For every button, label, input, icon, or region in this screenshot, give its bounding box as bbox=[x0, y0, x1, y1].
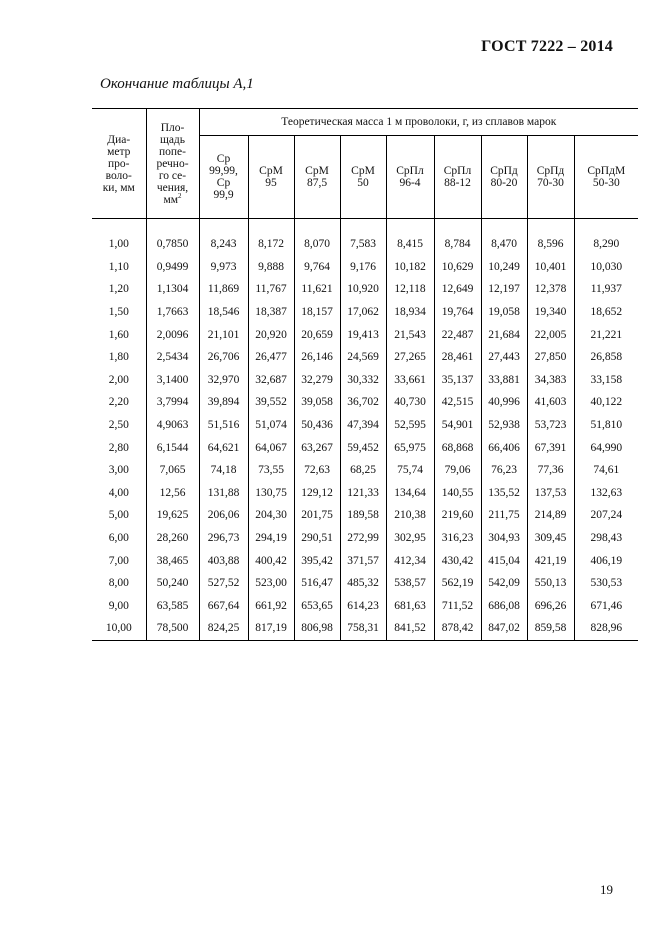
mass-cell: 65,975 bbox=[386, 436, 434, 459]
table-row bbox=[92, 323, 638, 346]
mass-cell: 137,53 bbox=[527, 482, 574, 505]
mass-cell: 12,197 bbox=[481, 278, 527, 301]
mass-cell: 21,101 bbox=[199, 323, 248, 346]
diameter-cell: 1,80 bbox=[92, 346, 146, 369]
mass-cell: 8,172 bbox=[248, 219, 294, 256]
header-area-line: щадь bbox=[159, 133, 186, 146]
mass-cell: 32,687 bbox=[248, 369, 294, 392]
cross-section-cell: 28,260 bbox=[146, 527, 199, 550]
mass-cell: 10,401 bbox=[527, 256, 574, 279]
diameter-cell: 10,00 bbox=[92, 617, 146, 640]
diameter-cell: 1,10 bbox=[92, 256, 146, 279]
mass-cell: 9,888 bbox=[248, 256, 294, 279]
mass-cell: 412,34 bbox=[386, 549, 434, 572]
header-alloy-line: 99,9 bbox=[213, 189, 234, 201]
table-row bbox=[92, 219, 638, 256]
mass-cell: 207,24 bbox=[574, 504, 638, 527]
mass-cell: 415,04 bbox=[481, 549, 527, 572]
mass-cell: 131,88 bbox=[199, 482, 248, 505]
header-diameter-line: ки, мм bbox=[102, 181, 135, 194]
cross-section-cell: 12,56 bbox=[146, 482, 199, 505]
mass-cell: 40,996 bbox=[481, 391, 527, 414]
table-row bbox=[92, 414, 638, 437]
header-alloy-line: 70-30 bbox=[537, 177, 564, 189]
diameter-cell: 9,00 bbox=[92, 595, 146, 618]
mass-cell: 204,30 bbox=[248, 504, 294, 527]
header-alloy-line: 96-4 bbox=[399, 177, 421, 189]
header-diameter-line: метр bbox=[107, 145, 131, 158]
mass-cell: 35,137 bbox=[434, 369, 481, 392]
mass-cell: 9,764 bbox=[294, 256, 340, 279]
cross-section-cell: 50,240 bbox=[146, 572, 199, 595]
mass-cell: 19,764 bbox=[434, 301, 481, 324]
mass-cell: 66,406 bbox=[481, 436, 527, 459]
cross-section-cell: 38,465 bbox=[146, 549, 199, 572]
header-alloy-grade bbox=[527, 136, 574, 219]
mass-cell: 18,387 bbox=[248, 301, 294, 324]
mass-cell: 859,58 bbox=[527, 617, 574, 640]
mass-cell: 50,436 bbox=[294, 414, 340, 437]
mass-cell: 211,75 bbox=[481, 504, 527, 527]
mass-cell: 400,42 bbox=[248, 549, 294, 572]
header-theoretical-mass: Теоретическая масса 1 м проволоки, г, из сплавов марок bbox=[199, 109, 638, 136]
mass-cell: 538,57 bbox=[386, 572, 434, 595]
mass-cell: 73,55 bbox=[248, 459, 294, 482]
header-diameter-line: воло- bbox=[105, 169, 132, 182]
header-alloy-line: СрМ bbox=[259, 165, 283, 177]
table-row bbox=[92, 549, 638, 572]
table-row bbox=[92, 278, 638, 301]
header-area-line: речно- bbox=[156, 157, 189, 170]
mass-cell: 201,75 bbox=[294, 504, 340, 527]
header-area-line: го се- bbox=[158, 169, 187, 182]
table-row bbox=[92, 617, 638, 640]
mass-cell: 21,543 bbox=[386, 323, 434, 346]
mass-cell: 54,901 bbox=[434, 414, 481, 437]
cross-section-cell: 78,500 bbox=[146, 617, 199, 640]
mass-cell: 18,546 bbox=[199, 301, 248, 324]
mass-cell: 10,249 bbox=[481, 256, 527, 279]
mass-cell: 67,391 bbox=[527, 436, 574, 459]
cross-section-cell: 2,5434 bbox=[146, 346, 199, 369]
mass-cell: 189,58 bbox=[340, 504, 386, 527]
mass-cell: 17,062 bbox=[340, 301, 386, 324]
mass-cell: 26,706 bbox=[199, 346, 248, 369]
mass-cell: 52,595 bbox=[386, 414, 434, 437]
mass-cell: 10,920 bbox=[340, 278, 386, 301]
cross-section-cell: 1,7663 bbox=[146, 301, 199, 324]
mass-cell: 28,461 bbox=[434, 346, 481, 369]
diameter-cell: 1,50 bbox=[92, 301, 146, 324]
mass-cell: 8,243 bbox=[199, 219, 248, 256]
table-row bbox=[92, 482, 638, 505]
mass-cell: 21,684 bbox=[481, 323, 527, 346]
diameter-cell: 8,00 bbox=[92, 572, 146, 595]
mass-cell: 686,08 bbox=[481, 595, 527, 618]
mass-cell: 302,95 bbox=[386, 527, 434, 550]
mass-cell: 22,005 bbox=[527, 323, 574, 346]
page-number: 19 bbox=[600, 882, 613, 897]
mass-cell: 26,146 bbox=[294, 346, 340, 369]
mass-cell: 33,881 bbox=[481, 369, 527, 392]
mass-cell: 59,452 bbox=[340, 436, 386, 459]
header-alloy-line: СрПл bbox=[396, 165, 424, 177]
mass-cell: 667,64 bbox=[199, 595, 248, 618]
mass-cell: 828,96 bbox=[574, 617, 638, 640]
cross-section-cell: 0,7850 bbox=[146, 219, 199, 256]
mass-cell: 296,73 bbox=[199, 527, 248, 550]
mass-cell: 74,61 bbox=[574, 459, 638, 482]
mass-cell: 696,26 bbox=[527, 595, 574, 618]
mass-cell: 758,31 bbox=[340, 617, 386, 640]
mass-cell: 40,730 bbox=[386, 391, 434, 414]
mass-cell: 406,19 bbox=[574, 549, 638, 572]
header-alloy-line: 88-12 bbox=[444, 177, 471, 189]
header-alloy-line: СрМ bbox=[351, 165, 375, 177]
mass-cell: 64,990 bbox=[574, 436, 638, 459]
mass-cell: 10,629 bbox=[434, 256, 481, 279]
table-row bbox=[92, 504, 638, 527]
mass-cell: 22,487 bbox=[434, 323, 481, 346]
mass-cell: 516,47 bbox=[294, 572, 340, 595]
diameter-cell: 7,00 bbox=[92, 549, 146, 572]
mass-cell: 661,92 bbox=[248, 595, 294, 618]
mass-cell: 27,443 bbox=[481, 346, 527, 369]
header-alloy-line: Ср bbox=[216, 153, 231, 165]
mass-cell: 76,23 bbox=[481, 459, 527, 482]
mass-cell: 19,058 bbox=[481, 301, 527, 324]
mass-cell: 42,515 bbox=[434, 391, 481, 414]
cross-section-cell: 19,625 bbox=[146, 504, 199, 527]
mass-cell: 817,19 bbox=[248, 617, 294, 640]
header-area-unit-sup: 2 bbox=[178, 191, 182, 200]
diameter-cell: 2,00 bbox=[92, 369, 146, 392]
mass-cell: 121,33 bbox=[340, 482, 386, 505]
header-alloy-grade bbox=[574, 136, 638, 219]
mass-cell: 847,02 bbox=[481, 617, 527, 640]
table-caption: Окончание таблицы А,1 bbox=[100, 76, 254, 92]
header-alloy-line: Ср bbox=[216, 177, 231, 189]
mass-cell: 841,52 bbox=[386, 617, 434, 640]
mass-cell: 68,25 bbox=[340, 459, 386, 482]
header-alloy-grade bbox=[199, 136, 248, 219]
header-alloy-grade bbox=[294, 136, 340, 219]
diameter-cell: 1,60 bbox=[92, 323, 146, 346]
mass-cell: 64,067 bbox=[248, 436, 294, 459]
mass-cell: 10,030 bbox=[574, 256, 638, 279]
header-alloy-line: СрПдМ bbox=[587, 165, 626, 177]
mass-cell: 140,55 bbox=[434, 482, 481, 505]
mass-cell: 523,00 bbox=[248, 572, 294, 595]
mass-cell: 403,88 bbox=[199, 549, 248, 572]
mass-cell: 32,279 bbox=[294, 369, 340, 392]
table-row bbox=[92, 369, 638, 392]
diameter-cell: 5,00 bbox=[92, 504, 146, 527]
table-row bbox=[92, 459, 638, 482]
cross-section-cell: 3,7994 bbox=[146, 391, 199, 414]
mass-cell: 290,51 bbox=[294, 527, 340, 550]
header-alloy-line: СрМ bbox=[305, 165, 329, 177]
mass-cell: 19,413 bbox=[340, 323, 386, 346]
mass-cell: 8,415 bbox=[386, 219, 434, 256]
mass-cell: 77,36 bbox=[527, 459, 574, 482]
mass-cell: 8,596 bbox=[527, 219, 574, 256]
mass-cell: 51,810 bbox=[574, 414, 638, 437]
header-area-line: чения, bbox=[156, 181, 189, 194]
diameter-cell: 2,20 bbox=[92, 391, 146, 414]
cross-section-cell: 63,585 bbox=[146, 595, 199, 618]
mass-cell: 27,265 bbox=[386, 346, 434, 369]
mass-cell: 51,516 bbox=[199, 414, 248, 437]
diameter-cell: 1,00 bbox=[92, 219, 146, 256]
mass-cell: 18,157 bbox=[294, 301, 340, 324]
mass-cell: 32,970 bbox=[199, 369, 248, 392]
header-diameter-line: про- bbox=[108, 157, 130, 170]
mass-cell: 79,06 bbox=[434, 459, 481, 482]
mass-cell: 210,38 bbox=[386, 504, 434, 527]
mass-cell: 8,070 bbox=[294, 219, 340, 256]
header-area-line: Пло- bbox=[160, 121, 185, 134]
cross-section-cell: 2,0096 bbox=[146, 323, 199, 346]
diameter-cell: 4,00 bbox=[92, 482, 146, 505]
header-alloy-grade bbox=[386, 136, 434, 219]
header-alloy-line: 95 bbox=[265, 177, 277, 189]
mass-cell: 132,63 bbox=[574, 482, 638, 505]
mass-cell: 681,63 bbox=[386, 595, 434, 618]
mass-cell: 39,894 bbox=[199, 391, 248, 414]
mass-cell: 47,394 bbox=[340, 414, 386, 437]
header-alloy-line: СрПл bbox=[443, 165, 472, 177]
header-cross-section bbox=[146, 109, 199, 219]
mass-cell: 134,64 bbox=[386, 482, 434, 505]
mass-cell: 33,661 bbox=[386, 369, 434, 392]
cross-section-cell: 6,1544 bbox=[146, 436, 199, 459]
mass-cell: 309,45 bbox=[527, 527, 574, 550]
mass-cell: 430,42 bbox=[434, 549, 481, 572]
header-alloy-line: 87,5 bbox=[306, 177, 328, 189]
table-row bbox=[92, 527, 638, 550]
mass-cell: 8,784 bbox=[434, 219, 481, 256]
mass-cell: 27,850 bbox=[527, 346, 574, 369]
cross-section-cell: 4,9063 bbox=[146, 414, 199, 437]
mass-cell: 9,973 bbox=[199, 256, 248, 279]
mass-cell: 12,118 bbox=[386, 278, 434, 301]
header-alloy-line: 50 bbox=[357, 177, 369, 189]
mass-cell: 129,12 bbox=[294, 482, 340, 505]
mass-cell: 30,332 bbox=[340, 369, 386, 392]
mass-cell: 18,652 bbox=[574, 301, 638, 324]
mass-cell: 7,583 bbox=[340, 219, 386, 256]
mass-cell: 72,63 bbox=[294, 459, 340, 482]
mass-cell: 421,19 bbox=[527, 549, 574, 572]
mass-cell: 219,60 bbox=[434, 504, 481, 527]
table-row bbox=[92, 346, 638, 369]
header-alloy-line: СрПд bbox=[536, 165, 565, 177]
table-row bbox=[92, 391, 638, 414]
mass-cell: 130,75 bbox=[248, 482, 294, 505]
mass-cell: 214,89 bbox=[527, 504, 574, 527]
diameter-cell: 3,00 bbox=[92, 459, 146, 482]
header-alloy-line: СрПд bbox=[490, 165, 518, 177]
mass-cell: 527,52 bbox=[199, 572, 248, 595]
mass-cell: 33,158 bbox=[574, 369, 638, 392]
header-alloy-line: 99,99, bbox=[209, 165, 238, 177]
mass-cell: 135,52 bbox=[481, 482, 527, 505]
header-diameter bbox=[92, 109, 146, 219]
header-alloy-grade bbox=[340, 136, 386, 219]
mass-cell: 9,176 bbox=[340, 256, 386, 279]
mass-cell: 8,290 bbox=[574, 219, 638, 256]
header-alloy-grade bbox=[481, 136, 527, 219]
mass-cell: 12,649 bbox=[434, 278, 481, 301]
mass-cell: 26,858 bbox=[574, 346, 638, 369]
mass-cell: 12,378 bbox=[527, 278, 574, 301]
header-alloy-grade bbox=[248, 136, 294, 219]
mass-cell: 18,934 bbox=[386, 301, 434, 324]
mass-cell: 36,702 bbox=[340, 391, 386, 414]
mass-cell: 395,42 bbox=[294, 549, 340, 572]
mass-cell: 26,477 bbox=[248, 346, 294, 369]
mass-cell: 20,920 bbox=[248, 323, 294, 346]
header-diameter-line: Диа- bbox=[107, 133, 131, 146]
mass-cell: 485,32 bbox=[340, 572, 386, 595]
mass-cell: 51,074 bbox=[248, 414, 294, 437]
diameter-cell: 1,20 bbox=[92, 278, 146, 301]
mass-cell: 8,470 bbox=[481, 219, 527, 256]
cross-section-cell: 0,9499 bbox=[146, 256, 199, 279]
header-alloy-grade bbox=[434, 136, 481, 219]
mass-cell: 68,868 bbox=[434, 436, 481, 459]
mass-cell: 316,23 bbox=[434, 527, 481, 550]
mass-cell: 272,99 bbox=[340, 527, 386, 550]
mass-cell: 878,42 bbox=[434, 617, 481, 640]
mass-cell: 530,53 bbox=[574, 572, 638, 595]
mass-cell: 52,938 bbox=[481, 414, 527, 437]
mass-cell: 206,06 bbox=[199, 504, 248, 527]
header-alloy-line: 80-20 bbox=[490, 177, 518, 189]
table-row bbox=[92, 595, 638, 618]
mass-cell: 64,621 bbox=[199, 436, 248, 459]
mass-cell: 11,869 bbox=[199, 278, 248, 301]
mass-cell: 542,09 bbox=[481, 572, 527, 595]
table-row bbox=[92, 301, 638, 324]
table-row bbox=[92, 572, 638, 595]
mass-cell: 824,25 bbox=[199, 617, 248, 640]
wire-mass-table bbox=[92, 108, 638, 641]
mass-cell: 550,13 bbox=[527, 572, 574, 595]
standard-code: ГОСТ 7222 – 2014 bbox=[481, 38, 613, 55]
mass-cell: 11,621 bbox=[294, 278, 340, 301]
mass-cell: 53,723 bbox=[527, 414, 574, 437]
mass-cell: 74,18 bbox=[199, 459, 248, 482]
cross-section-cell: 7,065 bbox=[146, 459, 199, 482]
diameter-cell: 2,80 bbox=[92, 436, 146, 459]
header-area-unit: мм bbox=[163, 193, 179, 206]
mass-cell: 711,52 bbox=[434, 595, 481, 618]
header-area-line: попе- bbox=[159, 145, 186, 158]
mass-cell: 671,46 bbox=[574, 595, 638, 618]
mass-cell: 304,93 bbox=[481, 527, 527, 550]
cross-section-cell: 3,1400 bbox=[146, 369, 199, 392]
mass-cell: 11,767 bbox=[248, 278, 294, 301]
mass-cell: 10,182 bbox=[386, 256, 434, 279]
mass-cell: 39,058 bbox=[294, 391, 340, 414]
cross-section-cell: 1,1304 bbox=[146, 278, 199, 301]
header-alloy-line: 50-30 bbox=[592, 177, 620, 189]
mass-cell: 653,65 bbox=[294, 595, 340, 618]
table-row bbox=[92, 436, 638, 459]
mass-cell: 806,98 bbox=[294, 617, 340, 640]
diameter-cell: 6,00 bbox=[92, 527, 146, 550]
mass-cell: 40,122 bbox=[574, 391, 638, 414]
mass-cell: 294,19 bbox=[248, 527, 294, 550]
mass-cell: 39,552 bbox=[248, 391, 294, 414]
mass-cell: 24,569 bbox=[340, 346, 386, 369]
mass-cell: 614,23 bbox=[340, 595, 386, 618]
mass-cell: 63,267 bbox=[294, 436, 340, 459]
mass-cell: 34,383 bbox=[527, 369, 574, 392]
mass-cell: 21,221 bbox=[574, 323, 638, 346]
mass-cell: 11,937 bbox=[574, 278, 638, 301]
mass-cell: 562,19 bbox=[434, 572, 481, 595]
mass-cell: 19,340 bbox=[527, 301, 574, 324]
mass-cell: 41,603 bbox=[527, 391, 574, 414]
mass-cell: 371,57 bbox=[340, 549, 386, 572]
diameter-cell: 2,50 bbox=[92, 414, 146, 437]
mass-cell: 298,43 bbox=[574, 527, 638, 550]
mass-cell: 20,659 bbox=[294, 323, 340, 346]
mass-cell: 75,74 bbox=[386, 459, 434, 482]
table-row bbox=[92, 256, 638, 279]
